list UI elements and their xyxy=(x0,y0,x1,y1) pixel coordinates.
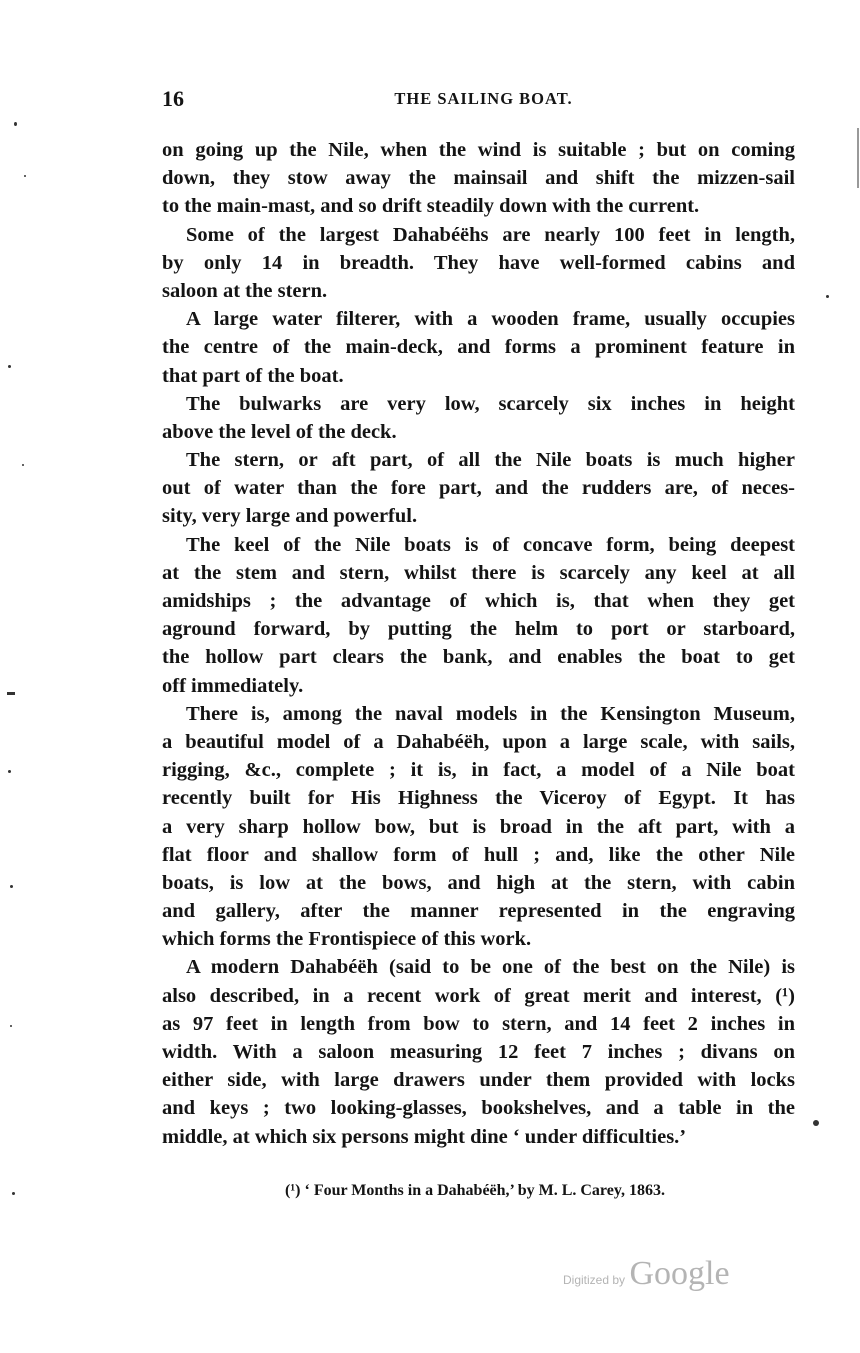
text-line: saloon at the stern. xyxy=(162,279,328,302)
text-line: also described, in a recent work of great merit and interest, (¹) xyxy=(162,984,795,1007)
scan-speck xyxy=(8,770,11,773)
text-line: above the level of the deck. xyxy=(162,420,397,443)
text-line: A large water filterer, with a wooden frame, usually occupies xyxy=(186,308,795,331)
text-line: a beautiful model of a Dahabéëh, upon a large scale, with sails, xyxy=(162,730,795,753)
text-line: flat floor and shallow form of hull ; and, like the other Nile xyxy=(162,843,795,866)
text-line: that part of the boat. xyxy=(162,364,344,387)
text-line: recently built for His Highness the Viceroy of Egypt. It has xyxy=(162,787,795,810)
page-edge-mark xyxy=(857,128,859,188)
footnote xyxy=(0,1182,860,1200)
scan-speck xyxy=(7,692,15,695)
scan-speck xyxy=(826,295,829,298)
text-line: on going up the Nile, when the wind is suitable ; but on coming xyxy=(162,139,795,161)
text-line: The stern, or aft part, of all the Nile boats is much higher xyxy=(186,449,795,472)
text-line: width. With a saloon measuring 12 feet 7 inches ; divans on xyxy=(162,1041,795,1063)
text-line: middle, at which six persons might dine ‘ under difficulties.’ xyxy=(162,1125,687,1148)
text-line: out of water than the fore part, and the rudders are, of neces- xyxy=(162,477,795,500)
text-line: which forms the Frontispiece of this work. xyxy=(162,928,532,951)
scan-speck xyxy=(10,885,13,888)
text-line: sity, very large and powerful. xyxy=(162,505,418,528)
scan-speck xyxy=(22,464,24,466)
text-line: at the stem and stern, whilst there is scarcely any keel at all xyxy=(162,561,795,584)
text-line: the hollow part clears the bank, and enables the boat to get xyxy=(162,646,795,669)
text-line: to the main-mast, and so drift steadily down with the current. xyxy=(162,195,700,218)
text-line: amidships ; the advantage of which is, that when they get xyxy=(162,590,795,612)
footnote-text: (¹) ‘ Four Months in a Dahabéëh,’ by M. L. Carey, 1863. xyxy=(285,1182,665,1199)
running-title: THE SAILING BOAT. xyxy=(394,89,573,108)
text-line: aground forward, by putting the helm to port or starboard, xyxy=(162,618,795,641)
text-line: the centre of the main-deck, and forms a prominent feature in xyxy=(162,336,795,359)
scan-speck xyxy=(12,1192,15,1195)
text-line: There is, among the naval models in the Kensington Museum, xyxy=(186,702,795,725)
scan-speck xyxy=(24,175,26,177)
text-line: boats, is low at the bows, and high at the stern, with cabin xyxy=(162,871,795,894)
text-line: a very sharp hollow bow, but is broad in the aft part, with a xyxy=(162,815,795,838)
watermark-prefix: Digitized by xyxy=(563,1273,626,1287)
scan-speck xyxy=(8,365,11,368)
text-line: off immediately. xyxy=(162,674,304,697)
text-line: Some of the largest Dahabéëhs are nearly 100 feet in length, xyxy=(186,223,795,246)
google-logo: Google xyxy=(629,1255,730,1292)
text-line: as 97 feet in length from bow to stern, and 14 feet 2 inches in xyxy=(162,1012,795,1035)
text-line: The bulwarks are very low, scarcely six inches in height xyxy=(186,392,795,415)
page-header xyxy=(162,86,795,116)
body-text xyxy=(162,136,795,1151)
text-line: by only 14 in breadth. They have well-formed cabins and xyxy=(162,251,795,274)
scan-speck xyxy=(14,122,17,126)
text-line: and gallery, after the manner represented in the engraving xyxy=(162,900,795,923)
text-line: A modern Dahabéëh (said to be one of the best on the Nile) is xyxy=(186,956,795,979)
text-line: down, they stow away the mainsail and shift the mizzen-sail xyxy=(162,167,795,190)
page-number: 16 xyxy=(162,86,184,111)
text-line: either side, with large drawers under them provided with locks xyxy=(162,1069,795,1092)
text-line: and keys ; two looking-glasses, bookshelves, and a table in the xyxy=(162,1097,795,1120)
scan-speck xyxy=(10,1025,12,1027)
text-line: The keel of the Nile boats is of concave form, being deepest xyxy=(186,533,795,556)
scan-speck xyxy=(813,1120,819,1126)
text-line: rigging, &c., complete ; it is, in fact, a model of a Nile boat xyxy=(162,759,795,782)
digitized-by-google-watermark xyxy=(563,1255,730,1293)
